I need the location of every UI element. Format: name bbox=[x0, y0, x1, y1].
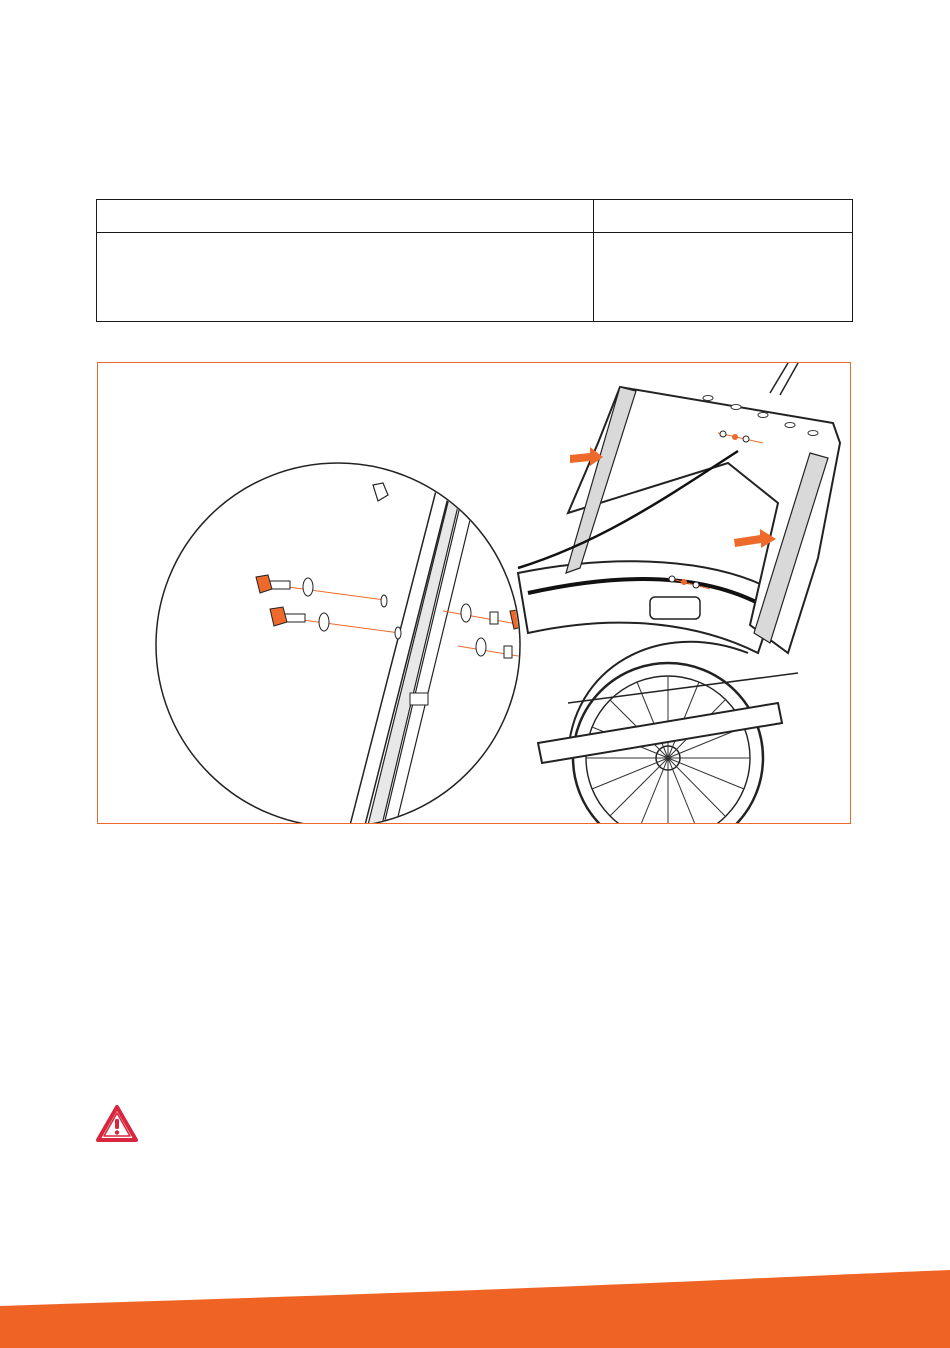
table-cell-1 bbox=[97, 233, 594, 322]
assembly-illustration bbox=[98, 363, 851, 824]
box-illustration bbox=[518, 561, 778, 653]
table-cell-2 bbox=[594, 233, 853, 322]
warning-triangle-icon bbox=[95, 1104, 139, 1144]
spec-table bbox=[96, 199, 853, 322]
footer-wave bbox=[0, 1258, 950, 1348]
table-row bbox=[97, 233, 853, 322]
table-header-cell-2 bbox=[594, 200, 853, 233]
assembly-figure bbox=[97, 362, 851, 824]
table-header-cell-1 bbox=[97, 200, 594, 233]
detail-magnifier bbox=[156, 463, 568, 824]
table-header-row bbox=[97, 200, 853, 233]
